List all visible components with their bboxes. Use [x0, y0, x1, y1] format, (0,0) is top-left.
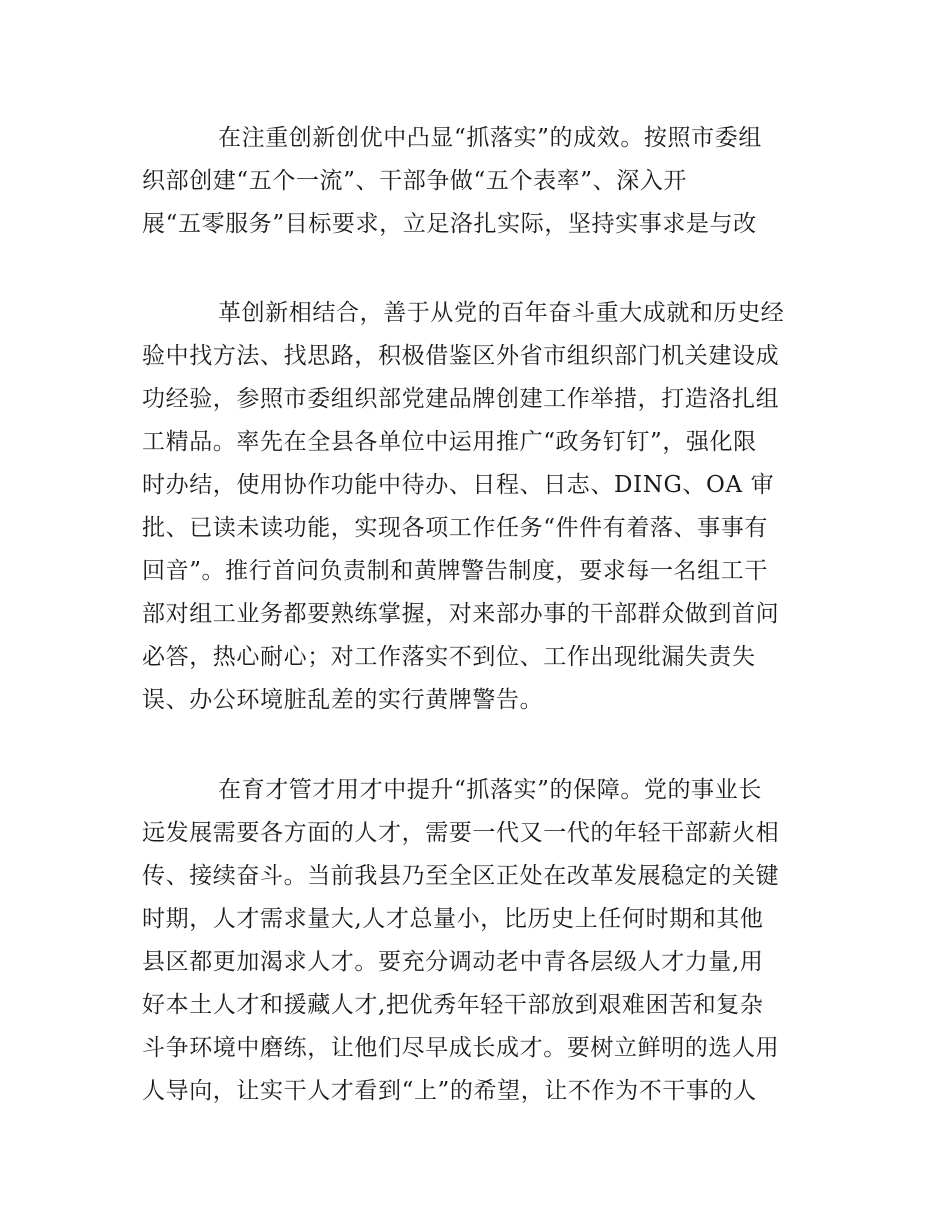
paragraph-3-line-7: 斗争环境中磨练，让他们尽早成长成才。要树立鲜明的选人用	[142, 1035, 780, 1061]
paragraph-2-line-2: 验中找方法、找思路，积极借鉴区外省市组织部门机关建设成	[142, 343, 780, 369]
paragraph-3-line-1: 在育才管才用才中提升“抓落实”的保障。党的事业长	[218, 777, 762, 803]
paragraph-3-line-2: 远发展需要各方面的人才，需要一代又一代的年轻干部薪火相	[142, 820, 780, 846]
paragraph-2-line-6: 批、已读未读功能，实现各项工作任务“件件有着落、事事有	[142, 515, 768, 541]
paragraph-2-line-3: 功经验，参照市委组织部党建品牌创建工作举措，打造洛扎组	[142, 386, 780, 412]
paragraph-3-line-4: 时期，人才需求量大,人才总量小，比历史上任何时期和其他	[142, 906, 764, 932]
paragraph-2-line-7: 回音”。推行首问负责制和黄牌警告制度，要求每一名组工干	[142, 558, 768, 584]
paragraph-1-line-3: 展“五零服务”目标要求，立足洛扎实际，坚持实事求是与改	[142, 211, 757, 237]
paragraph-3-line-5: 县区都更加渴求人才。要充分调动老中青各层级人才力量,用	[142, 949, 764, 975]
paragraph-3-line-6: 好本土人才和援藏人才,把优秀年轻干部放到艰难困苦和复杂	[142, 992, 764, 1018]
paragraph-2-line-8: 部对组工业务都要熟练掌握，对来部办事的干部群众做到首问	[142, 601, 780, 627]
paragraph-3-line-3: 传、接续奋斗。当前我县乃至全区正处在改革发展稳定的关键	[142, 863, 780, 889]
paragraph-1-line-2: 织部创建“五个一流”、干部争做“五个表率”、深入开	[142, 168, 688, 194]
paragraph-2-line-4: 工精品。率先在全县各单位中运用推广“政务钉钉”，强化限	[142, 429, 757, 455]
paragraph-2-line-9: 必答，热心耐心；对工作落实不到位、工作出现纰漏失责失	[142, 644, 756, 670]
paragraph-2-line-5: 时办结，使用协作功能中待办、日程、日志、DING、OA 审	[142, 472, 775, 498]
paragraph-2-line-10: 误、办公环境脏乱差的实行黄牌警告。	[142, 687, 544, 713]
paragraph-3-line-8: 人导向，让实干人才看到“上”的希望，让不作为不干事的人	[142, 1078, 757, 1104]
paragraph-2-line-1: 革创新相结合，善于从党的百年奋斗重大成就和历史经	[218, 300, 785, 326]
paragraph-1-line-1: 在注重创新创优中凸显“抓落实”的成效。按照市委组	[218, 125, 762, 151]
